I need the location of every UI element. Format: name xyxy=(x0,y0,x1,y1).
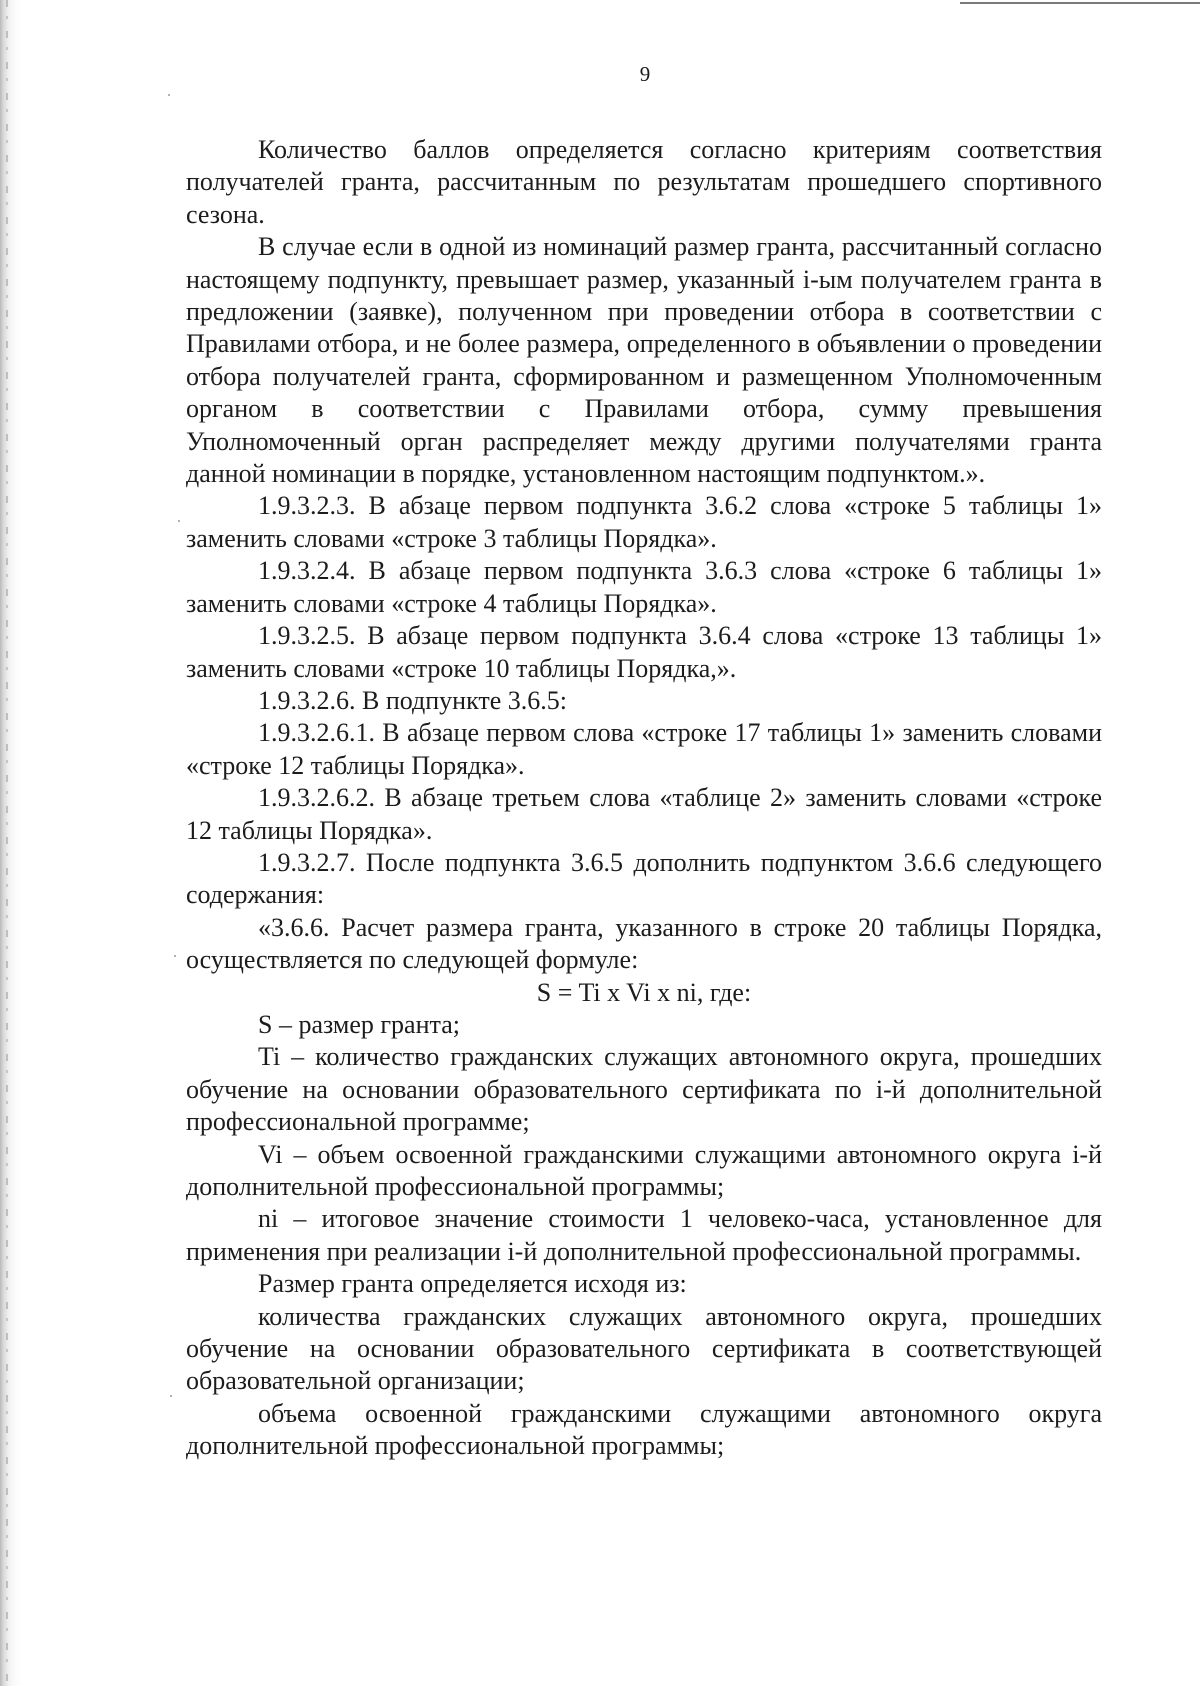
page-number: 9 xyxy=(639,62,651,86)
paragraph: В случае если в одной из номинаций размер гранта, рассчитанный согласно настоящему подпункту, превышает размер, указанный i-ым получателем гранта в предложении (заявке), полученном при проведении отбора в соответствии с Правилами отбора, и не более размера, определенного в объявлении о проведении отбора получателей гранта, сформированном и размещенном Уполномоченным органом в соответствии с Правилами отбора, сумму превышения Уполномоченный орган распределяет между другими получателями гранта данной номинации в порядке, установленном настоящим подпунктом.». xyxy=(186,232,1102,489)
scan-speck xyxy=(178,520,180,522)
paragraph: 1.9.3.2.4. В абзаце первом подпункта 3.6.3 слова «строке 6 таблицы 1» заменить словами «строке 4 таблицы Порядка». xyxy=(186,556,1102,618)
paragraph: 1.9.3.2.6. В подпункте 3.6.5: xyxy=(258,685,567,715)
paragraph: Vi – объем освоенной гражданскими служащими автономного округа i-й дополнительной профессиональной программы; xyxy=(186,1139,1102,1201)
paragraph: 1.9.3.2.5. В абзаце первом подпункта 3.6.4 слова «строке 13 таблицы 1» заменить словами «строке 10 таблицы Порядка,». xyxy=(186,621,1102,683)
document-body xyxy=(186,134,1102,1463)
paragraph: «3.6.6. Расчет размера гранта, указанного в строке 20 таблицы Порядка, осуществляется по следующей формуле: xyxy=(186,912,1102,975)
paragraph: Количество баллов определяется согласно критериям соответствия получателей гранта, рассчитанным по результатам прошедшего спортивного сезона. xyxy=(186,135,1102,229)
scan-speck xyxy=(174,955,176,957)
paragraph: Размер гранта определяется исходя из: xyxy=(258,1269,687,1299)
paragraph: 1.9.3.2.6.2. В абзаце третьем слова «таблице 2» заменить словами «строке 12 таблицы Порядка». xyxy=(186,783,1102,845)
paragraph: Ti – количество гражданских служащих автономного округа, прошедших обучение на основании образовательного сертификата по i-й дополнительной профессиональной программе; xyxy=(186,1042,1102,1137)
formula: S = Ti x Vi x ni, где: xyxy=(536,977,752,1007)
scan-left-edge xyxy=(0,0,22,1686)
paragraph: 1.9.3.2.6.1. В абзаце первом слова «строке 17 таблицы 1» заменить словами «строке 12 таблицы Порядка». xyxy=(186,718,1102,780)
paragraph: количества гражданских служащих автономного округа, прошедших обучение на основании образовательного сертификата в соответствующей образовательной организации; xyxy=(186,1301,1102,1396)
scan-speck xyxy=(170,1395,172,1397)
paragraph: 1.9.3.2.7. После подпункта 3.6.5 дополнить подпунктом 3.6.6 следующего содержания: xyxy=(186,847,1102,910)
paragraph: S – размер гранта; xyxy=(258,1009,460,1039)
paragraph: ni – итоговое значение стоимости 1 человеко-часа, установленное для применения при реализации i-й дополнительной профессиональной программы. xyxy=(186,1204,1102,1266)
scan-speck xyxy=(168,94,170,96)
scan-top-rule xyxy=(960,2,1200,4)
paragraph: 1.9.3.2.3. В абзаце первом подпункта 3.6.2 слова «строке 5 таблицы 1» заменить словами «строке 3 таблицы Порядка». xyxy=(186,491,1102,553)
paragraph: объема освоенной гражданскими служащими автономного округа дополнительной профессиональной программы; xyxy=(186,1398,1102,1461)
